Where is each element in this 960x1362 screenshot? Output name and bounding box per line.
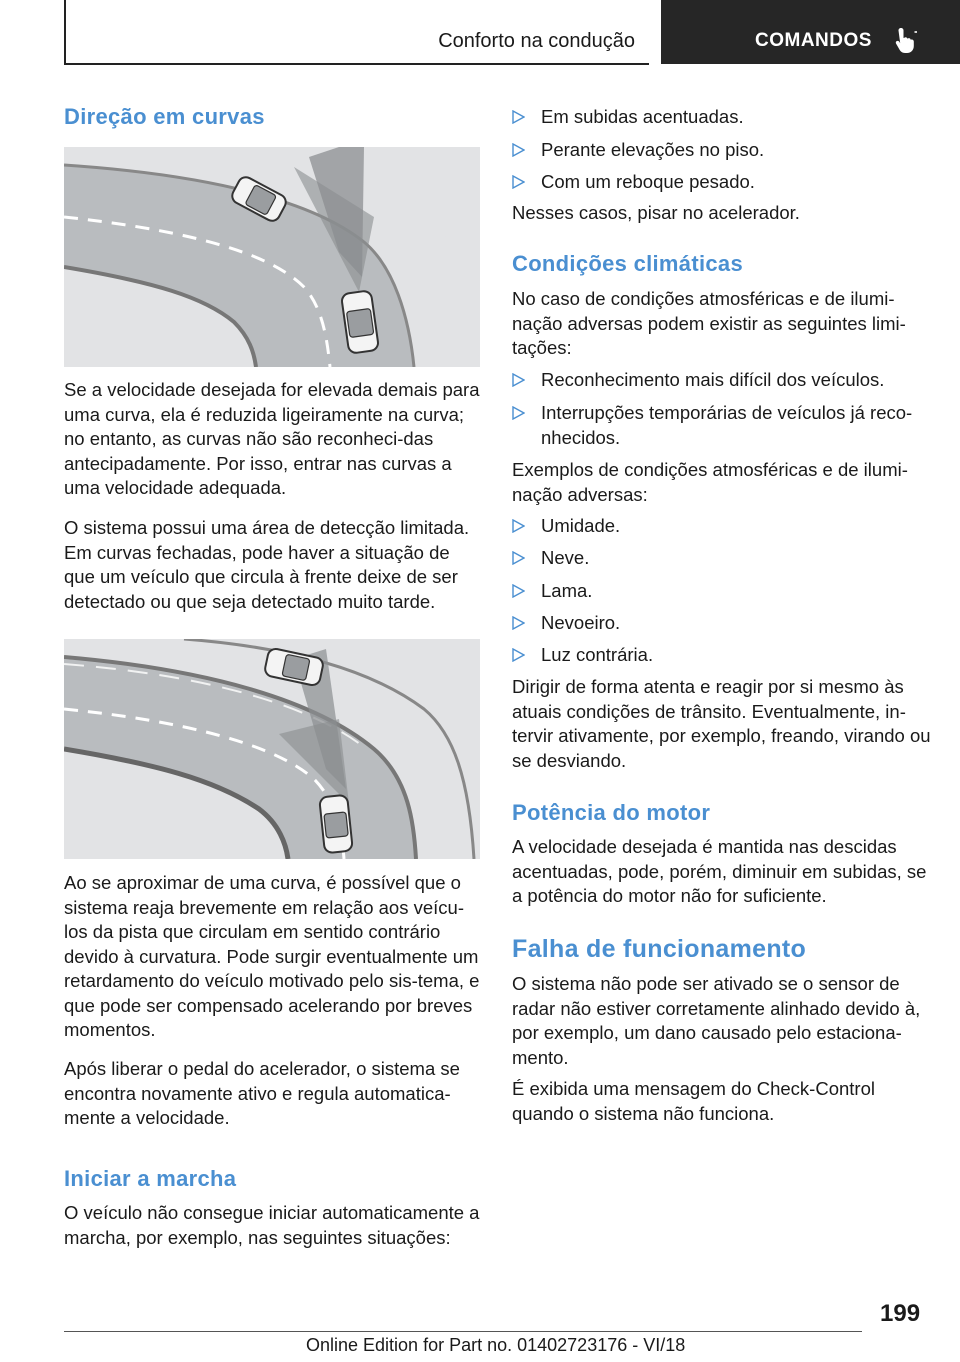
paragraph: O sistema não pode ser ativado se o sensor de radar não estiver corretamente alinhado devido à, por exemplo, um dano causado pelo estaciona‐mento. [512,973,921,1068]
triangle-bullet-icon [512,519,525,533]
paragraph: Ao se aproximar de uma curva, é possível que o sistema reaja brevemente em relação aos veícu‐los da pista que circulam em sentido contrário devido à curvatura. Pode surgir eventualmente um retardamento do veículo motivado pelo sis‐tema, e que pode ser compensado acelerando por breves momentos. [64,872,480,1040]
list-item-text: Reconhecimento mais difícil dos veículos. [541,369,885,390]
triangle-bullet-icon [512,143,525,157]
triangle-bullet-icon [512,175,525,189]
paragraph: No caso de condições atmosféricas e de ilumi‐nação adversas podem existir as seguintes limi‐tações: [512,288,906,358]
list-item [512,579,932,604]
list-item [512,401,928,450]
header-chapter-label: COMANDOS [755,30,872,51]
triangle-bullet-icon [512,584,525,598]
list-item [512,514,932,539]
heading-condicoes-climaticas: Condições climáticas [512,251,743,276]
page-number: 199 [880,1300,921,1327]
triangle-bullet-icon [512,551,525,565]
list-item [512,105,932,130]
figure-curve-2 [64,639,480,859]
list-item-text: Perante elevações no piso. [541,139,765,160]
paragraph: O sistema possui uma área de detecção limitada. Em curvas fechadas, pode haver a situação de que um veículo que circula à frente deixe de ser detectado ou que seja detectado muito tarde. [64,517,470,612]
paragraph: O veículo não consegue iniciar automaticamente a marcha, por exemplo, nas seguintes situações: [64,1202,480,1248]
header-chapter-tab [661,0,960,64]
list-item [512,368,932,393]
list-item-text: Luz contrária. [541,644,654,665]
list-item-text: Lama. [541,580,593,601]
list-item [512,138,932,163]
list-item-text: Neve. [541,547,590,568]
heading-falha-de-funcionamento: Falha de funcionamento [512,935,807,963]
paragraph: É exibida uma mensagem do Check-Control quando o sistema não funciona. [512,1078,875,1124]
header-section-title: Conforto na condução [438,30,635,52]
paragraph: Nesses casos, pisar no acelerador. [512,202,800,223]
heading-potencia-do-motor: Potência do motor [512,800,711,825]
heading-iniciar-a-marcha: Iniciar a marcha [64,1166,237,1191]
list-item-text: Em subidas acentuadas. [541,106,744,127]
paragraph: Se a velocidade desejada for elevada demais para uma curva, ela é reduzida ligeiramente na curva; no entanto, as curvas não são reconheci‐das antecipadamente. Por isso, entrar nas curvas a uma velocidade adequada. [64,379,480,498]
triangle-bullet-icon [512,648,525,662]
triangle-bullet-icon [512,616,525,630]
hand-pointer-icon [894,26,918,54]
paragraph: Dirigir de forma atenta e reagir por si mesmo às atuais condições de trânsito. Eventualmente, in‐tervir ativamente, por exemplo, freando, virando ou se desviando. [512,676,931,771]
list-item [512,170,932,195]
heading-direcao-em-curvas: Direção em curvas [64,104,265,129]
list-item-text: Nevoeiro. [541,612,621,633]
paragraph: Após liberar o pedal do acelerador, o sistema se encontra novamente ativo e regula automatica‐mente a velocidade. [64,1058,460,1128]
footer-edition: Online Edition for Part no. 01402723176 - VI/18 [306,1335,686,1355]
triangle-bullet-icon [512,110,525,124]
list-item [512,643,932,668]
figure-curve-1 [64,147,480,367]
list-item-text: Umidade. [541,515,621,536]
triangle-bullet-icon [512,373,525,387]
triangle-bullet-icon [512,406,525,420]
paragraph: A velocidade desejada é mantida nas descidas acentuadas, pode, porém, diminuir em subidas, se a potência do motor não for suficiente. [512,836,927,906]
footer-rule [64,1331,862,1332]
paragraph: Exemplos de condições atmosféricas e de ilumi‐nação adversas: [512,459,908,505]
list-item [512,546,932,571]
list-item-text: Com um reboque pesado. [541,171,755,192]
list-item [512,611,932,636]
list-item-text: Interrupções temporárias de veículos já reco‐nhecidos. [541,402,913,448]
